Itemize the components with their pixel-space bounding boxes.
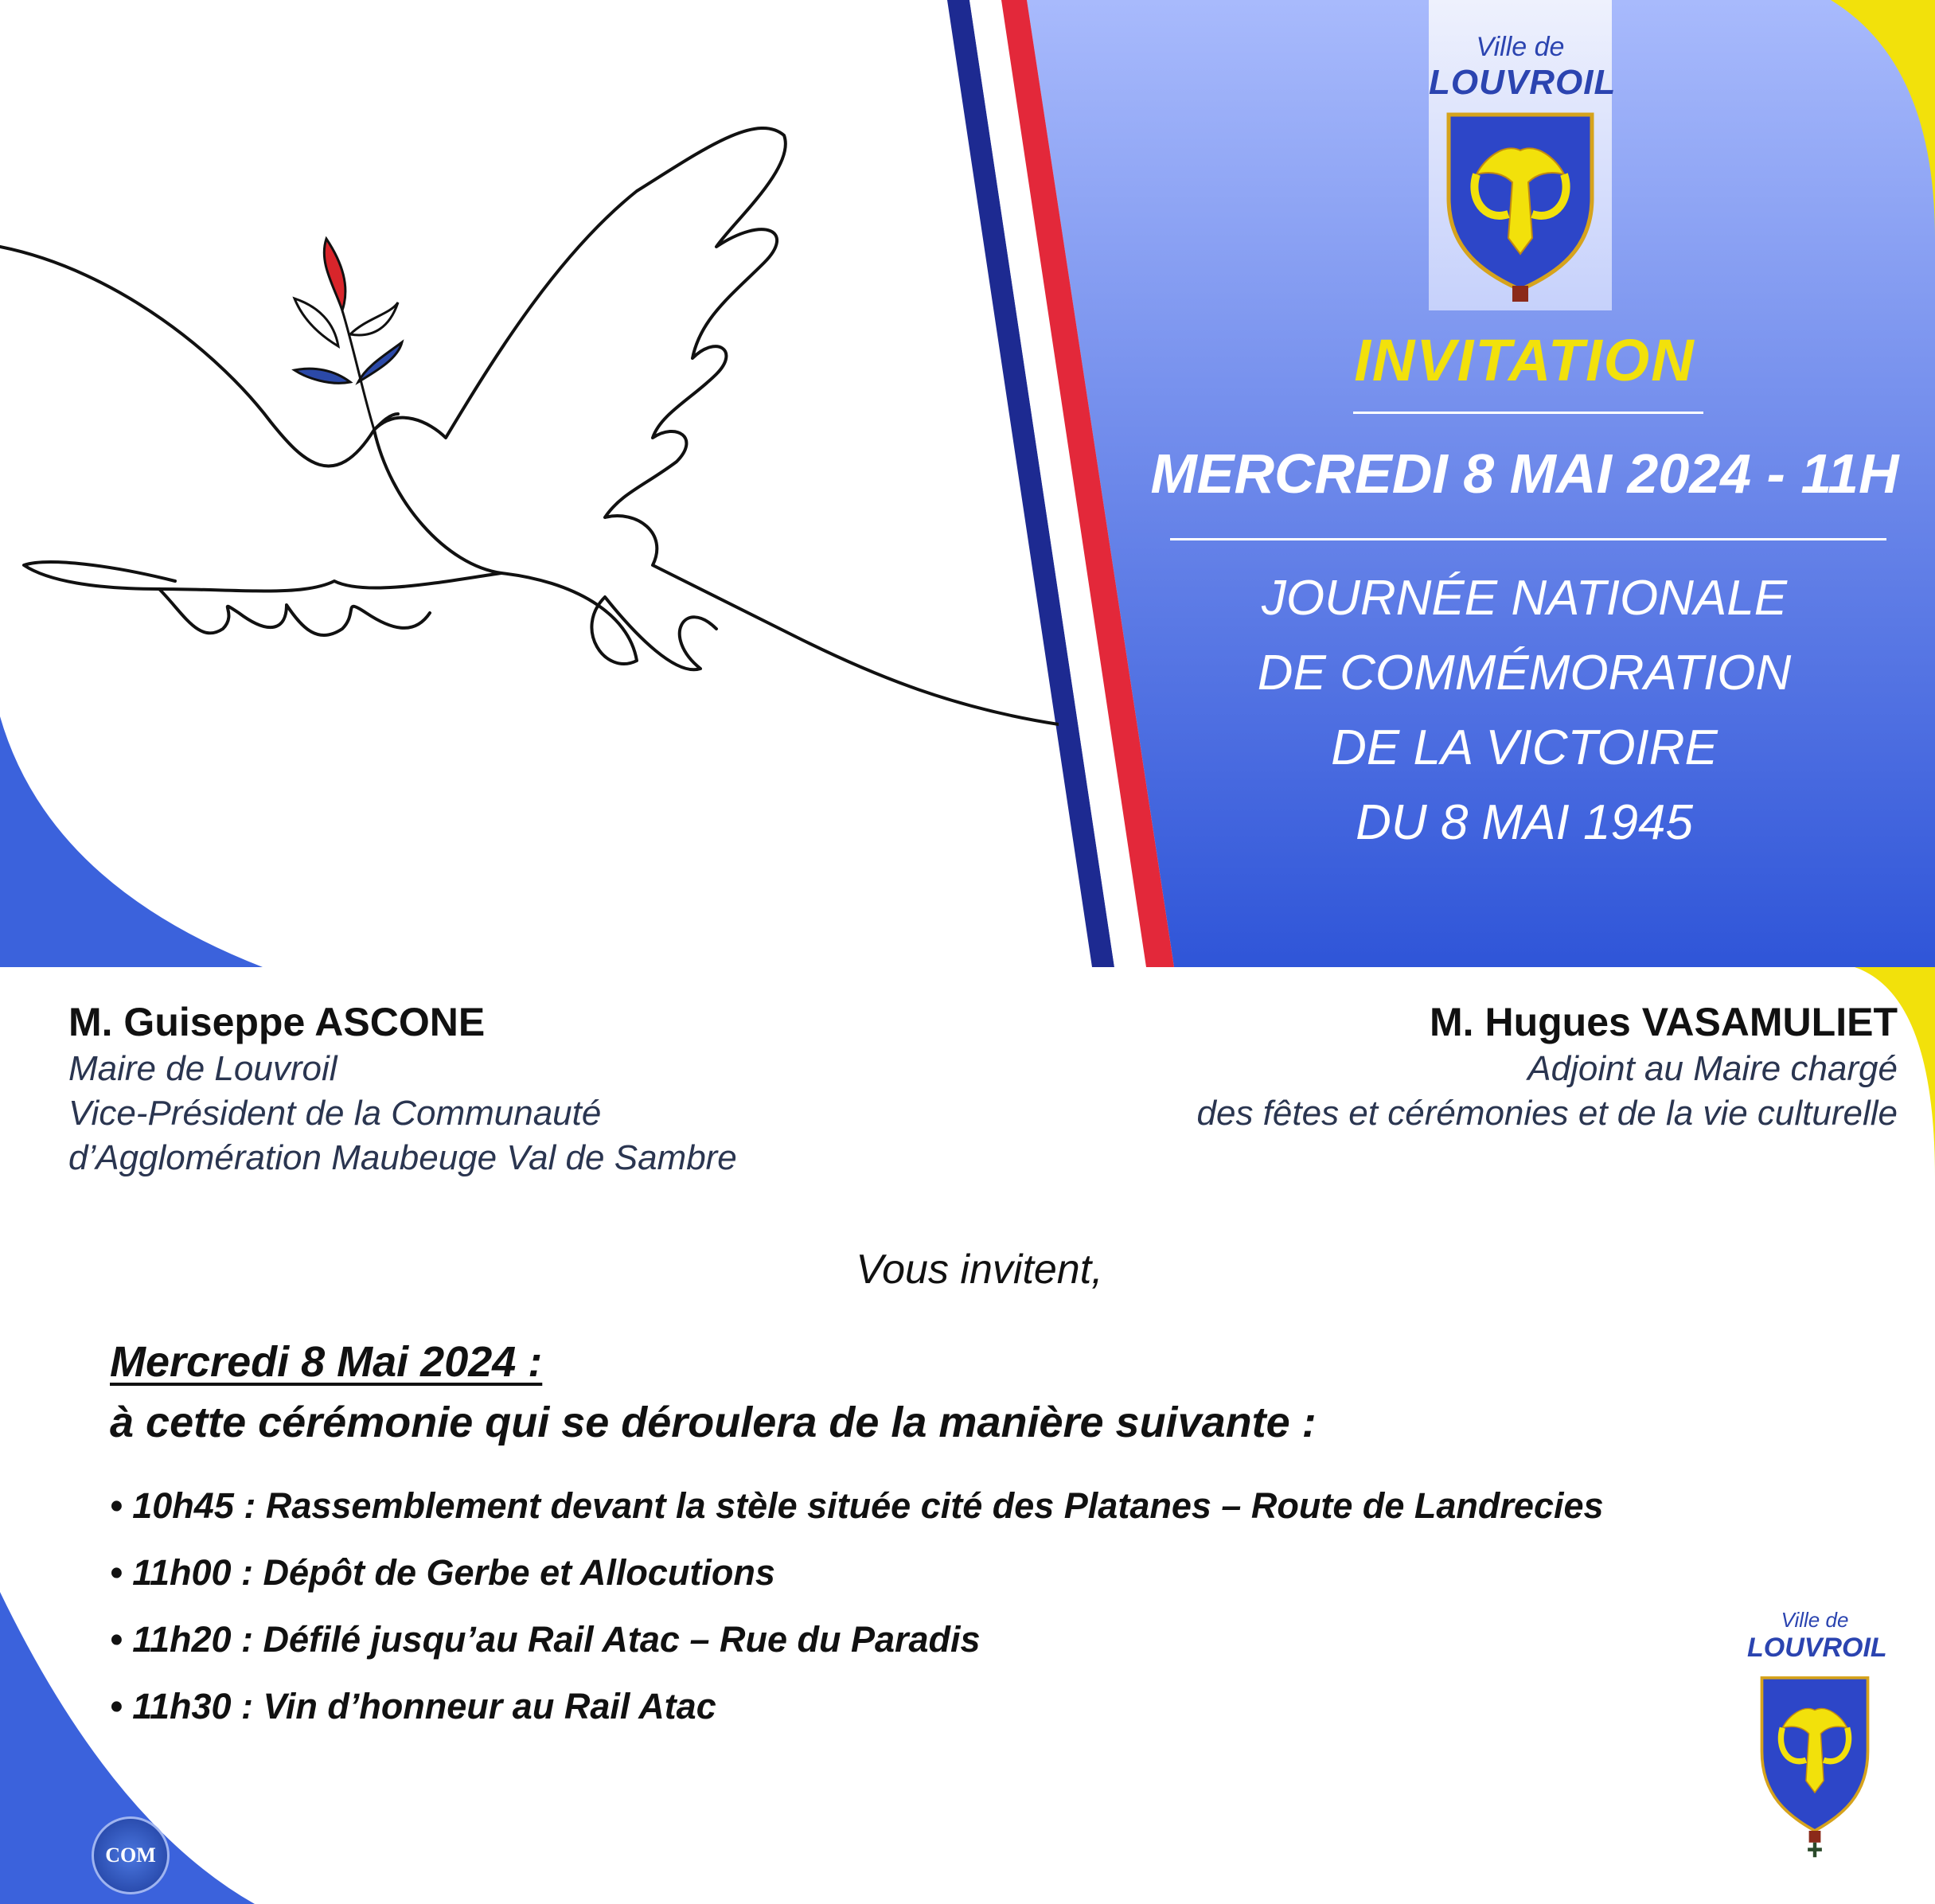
event-line: DE COMMÉMORATION [1257,646,1792,700]
invitation-title: INVITATION [1354,327,1695,393]
logo-small-line2: LOUVROIL [1747,1633,1887,1663]
com-badge [92,1816,170,1894]
host-left-role: d’Agglomération Maubeuge Val de Sambre [68,1138,737,1177]
coat-of-arms-icon [1747,1664,1882,1863]
host-right-role: Adjoint au Maire chargé [1527,1049,1898,1088]
host-left-name: M. Guiseppe ASCONE [68,1000,486,1044]
event-line: JOURNÉE NATIONALE [1261,571,1788,626]
louvroil-logo [1429,0,1617,310]
host-right-name: M. Hugues VASAMULIET [1430,1000,1898,1044]
divider-top [1353,412,1703,414]
event-line: DU 8 MAI 1945 [1356,795,1693,850]
louvroil-logo-small [1747,1608,1887,1863]
event-line: DE LA VICTOIRE [1331,720,1718,775]
logo-small-line1: Ville de [1781,1608,1849,1632]
divider-bottom [1170,538,1886,540]
program-item: • 11h00 : Dépôt de Gerbe et Allocutions [110,1552,775,1593]
host-left [68,999,737,1180]
program-item: • 11h30 : Vin d’honneur au Rail Atac [110,1686,716,1726]
program [110,1337,1604,1740]
logo-line1: Ville de [1476,32,1565,62]
logo-line2: LOUVROIL [1429,63,1617,102]
program-item: • 11h20 : Défilé jusqu’au Rail Atac – Rue du Paradis [110,1619,981,1660]
host-right-role: des fêtes et cérémonies et de la vie culturelle [1196,1094,1898,1133]
program-item: • 10h45 : Rassemblement devant la stèle située cité des Platanes – Route de Landrecies [110,1485,1604,1526]
coat-of-arms-icon [1429,103,1612,302]
invite-text: Vous invitent, [856,1247,1103,1293]
host-right [1197,999,1898,1136]
header-date-time: MERCREDI 8 MAI 2024 - 11H [1150,443,1899,505]
program-date-heading: Mercredi 8 Mai 2024 : [110,1338,543,1386]
program-list [110,1473,1604,1740]
left-blue-curve [0,716,263,967]
event-title [1162,561,1886,860]
peace-dove-illustration [0,119,1059,740]
program-intro: à cette cérémonie qui se déroulera de la manière suivante : [110,1399,1317,1446]
host-left-role: Vice-Président de la Communauté [68,1094,602,1133]
com-badge-label: COM [105,1844,156,1867]
host-left-role: Maire de Louvroil [68,1049,337,1088]
